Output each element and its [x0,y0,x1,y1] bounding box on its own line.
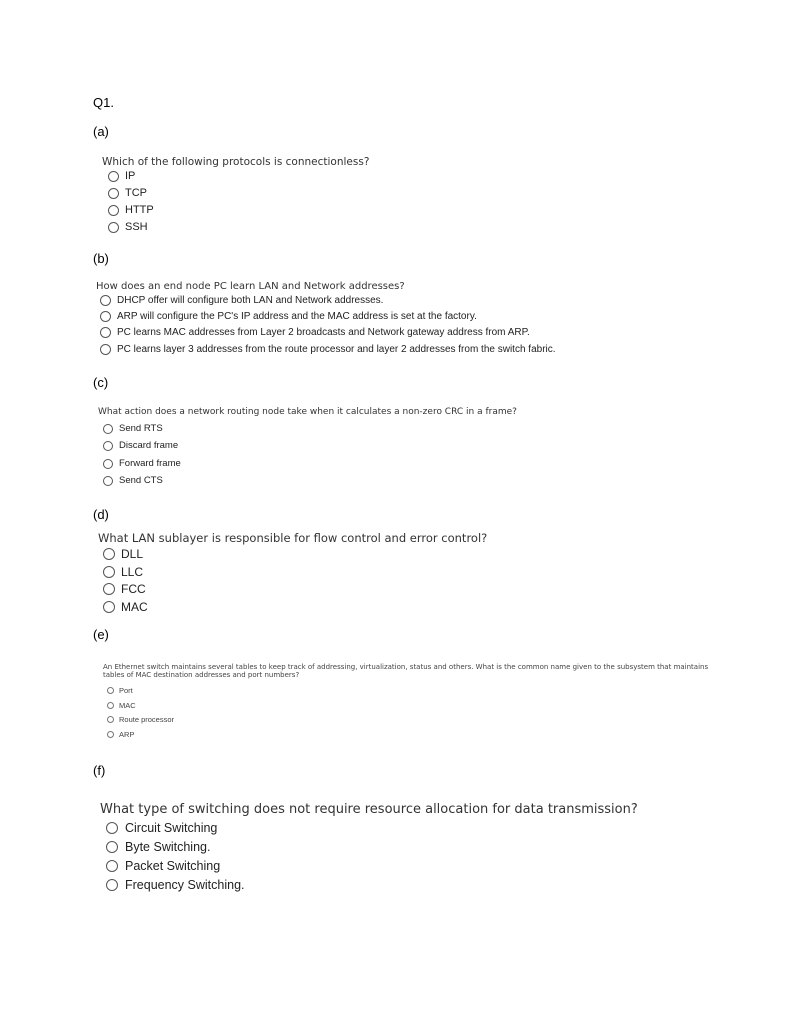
radio-button[interactable] [107,702,114,709]
radio-button[interactable] [103,424,113,434]
radio-button[interactable] [108,171,119,182]
question-d-option[interactable]: LLC [103,565,143,579]
radio-button[interactable] [103,566,115,578]
question-d-prompt: What LAN sublayer is responsible for flow control and error control? [98,531,488,545]
radio-button[interactable] [100,311,111,322]
question-f-option[interactable]: Packet Switching [106,859,220,873]
radio-button[interactable] [106,822,118,834]
question-a-option[interactable]: HTTP [108,204,154,216]
question-f-option[interactable]: Byte Switching. [106,840,210,854]
question-c-option[interactable]: Send RTS [103,423,163,434]
question-b-option[interactable]: ARP will configure the PC's IP address and the MAC address is set at the factory. [100,311,477,322]
question-d-option[interactable]: FCC [103,582,146,596]
radio-button[interactable] [103,459,113,469]
radio-button[interactable] [108,222,119,233]
radio-button[interactable] [100,327,111,338]
question-b-prompt: How does an end node PC learn LAN and Network addresses? [96,281,405,292]
question-b-option[interactable]: PC learns MAC addresses from Layer 2 broadcasts and Network gateway address from ARP. [100,327,530,338]
question-a-option[interactable]: IP [108,170,135,182]
question-e-option[interactable]: ARP [107,730,134,739]
question-e-option[interactable]: MAC [107,701,136,710]
radio-button[interactable] [108,188,119,199]
question-f-option[interactable]: Frequency Switching. [106,878,245,892]
radio-button[interactable] [100,344,111,355]
radio-button[interactable] [103,583,115,595]
radio-button[interactable] [107,731,114,738]
radio-button[interactable] [108,205,119,216]
question-e-prompt: An Ethernet switch maintains several tables to keep track of addressing, virtualization, status and others. What is the common name given to the subsystem that maintains tables of MAC destination addresses and port numbers? [103,663,709,679]
question-c-option[interactable]: Discard frame [103,440,178,451]
question-b-option[interactable]: DHCP offer will configure both LAN and Network addresses. [100,295,383,306]
question-c-option[interactable]: Send CTS [103,475,163,486]
radio-button[interactable] [106,841,118,853]
question-f-option[interactable]: Circuit Switching [106,821,217,835]
question-f-prompt: What type of switching does not require resource allocation for data transmission? [100,802,638,817]
question-c-option[interactable]: Forward frame [103,458,181,469]
radio-button[interactable] [100,295,111,306]
part-label-d: (d) [93,507,109,522]
question-title: Q1. [93,95,114,110]
part-label-a: (a) [93,124,109,139]
question-a-option[interactable]: SSH [108,221,148,233]
part-label-b: (b) [93,251,109,266]
question-e-option[interactable]: Port [107,686,133,695]
question-a-prompt: Which of the following protocols is connectionless? [102,156,370,168]
question-d-option[interactable]: DLL [103,547,143,561]
part-label-f: (f) [93,763,106,778]
radio-button[interactable] [103,476,113,486]
radio-button[interactable] [106,860,118,872]
radio-button[interactable] [106,879,118,891]
question-d-option[interactable]: MAC [103,600,148,614]
part-label-c: (c) [93,375,109,390]
radio-button[interactable] [107,716,114,723]
part-label-e: (e) [93,627,109,642]
radio-button[interactable] [103,548,115,560]
question-e-option[interactable]: Route processor [107,715,174,724]
question-c-prompt: What action does a network routing node take when it calculates a non-zero CRC in a frame? [98,407,517,417]
question-b-option[interactable]: PC learns layer 3 addresses from the route processor and layer 2 addresses from the switch fabric. [100,344,556,355]
question-a-option[interactable]: TCP [108,187,147,199]
radio-button[interactable] [103,441,113,451]
radio-button[interactable] [107,687,114,694]
radio-button[interactable] [103,601,115,613]
